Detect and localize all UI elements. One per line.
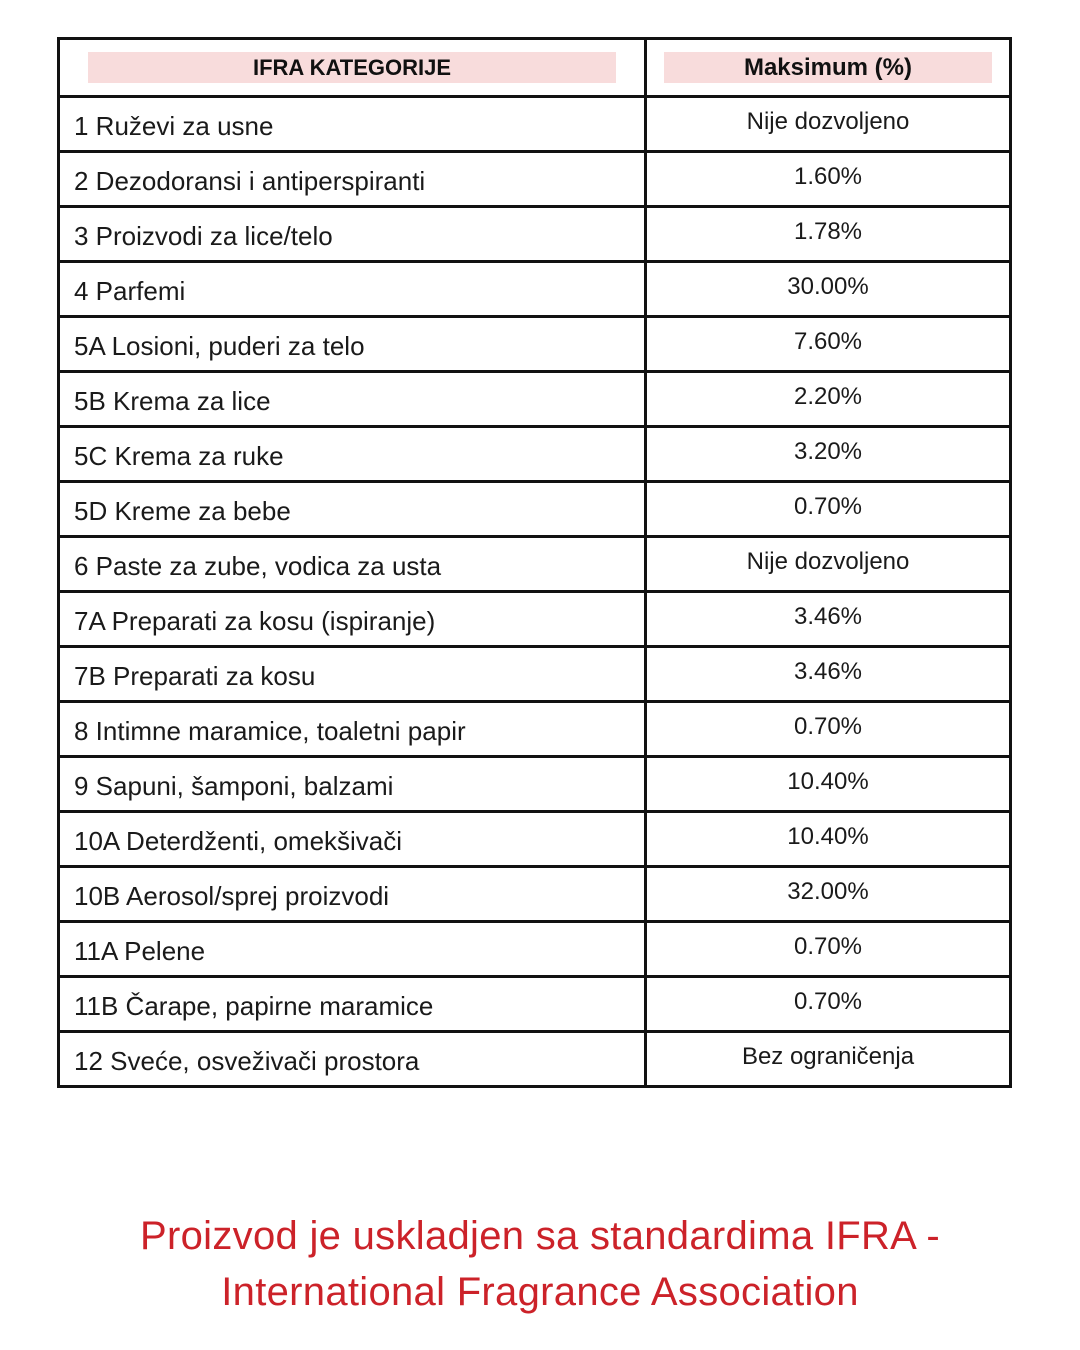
header-maximum-label: Maksimum (%)	[664, 52, 992, 83]
maximum-cell: 3.46%	[646, 592, 1011, 647]
header-cell-category	[59, 39, 646, 97]
table-row	[59, 97, 1011, 152]
table-row	[59, 867, 1011, 922]
table-row	[59, 1032, 1011, 1087]
category-cell: 1 Ruževi za usne	[59, 97, 646, 152]
category-cell: 4 Parfemi	[59, 262, 646, 317]
maximum-cell: 10.40%	[646, 812, 1011, 867]
maximum-cell: 0.70%	[646, 922, 1011, 977]
table-row	[59, 372, 1011, 427]
header-cell-maximum	[646, 39, 1011, 97]
maximum-cell: Bez ograničenja	[646, 1032, 1011, 1087]
category-cell: 3 Proizvodi za lice/telo	[59, 207, 646, 262]
category-cell: 10B Aerosol/sprej proizvodi	[59, 867, 646, 922]
maximum-cell: 0.70%	[646, 977, 1011, 1032]
table-row	[59, 262, 1011, 317]
maximum-cell: Nije dozvoljeno	[646, 97, 1011, 152]
maximum-cell: 10.40%	[646, 757, 1011, 812]
maximum-cell: 7.60%	[646, 317, 1011, 372]
table-row	[59, 977, 1011, 1032]
category-cell: 7B Preparati za kosu	[59, 647, 646, 702]
compliance-note-line-1: Proizvod je uskladjen sa standardima IFRA -	[140, 1214, 940, 1258]
maximum-cell: 1.78%	[646, 207, 1011, 262]
maximum-cell: 32.00%	[646, 867, 1011, 922]
table-row	[59, 152, 1011, 207]
table-row	[59, 207, 1011, 262]
compliance-note	[0, 1208, 1080, 1320]
table-header-row	[59, 39, 1011, 97]
category-cell: 11A Pelene	[59, 922, 646, 977]
category-cell: 5D Kreme za bebe	[59, 482, 646, 537]
category-cell: 8 Intimne maramice, toaletni papir	[59, 702, 646, 757]
maximum-cell: Nije dozvoljeno	[646, 537, 1011, 592]
table-row	[59, 317, 1011, 372]
category-cell: 7A Preparati za kosu (ispiranje)	[59, 592, 646, 647]
maximum-cell: 0.70%	[646, 482, 1011, 537]
maximum-cell: 0.70%	[646, 702, 1011, 757]
ifra-table	[57, 37, 1012, 1088]
maximum-cell: 2.20%	[646, 372, 1011, 427]
header-category-label: IFRA KATEGORIJE	[88, 52, 616, 83]
table-row	[59, 757, 1011, 812]
category-cell: 11B Čarape, papirne maramice	[59, 977, 646, 1032]
maximum-cell: 3.20%	[646, 427, 1011, 482]
table-row	[59, 427, 1011, 482]
table-row	[59, 922, 1011, 977]
category-cell: 5C Krema za ruke	[59, 427, 646, 482]
category-cell: 12 Sveće, osveživači prostora	[59, 1032, 646, 1087]
category-cell: 6 Paste za zube, vodica za usta	[59, 537, 646, 592]
maximum-cell: 3.46%	[646, 647, 1011, 702]
compliance-note-line-2: International Fragrance Association	[221, 1270, 859, 1314]
category-cell: 10A Deterdženti, omekšivači	[59, 812, 646, 867]
category-cell: 9 Sapuni, šamponi, balzami	[59, 757, 646, 812]
category-cell: 2 Dezodoransi i antiperspiranti	[59, 152, 646, 207]
category-cell: 5A Losioni, puderi za telo	[59, 317, 646, 372]
table-row	[59, 537, 1011, 592]
category-cell: 5B Krema za lice	[59, 372, 646, 427]
table-row	[59, 592, 1011, 647]
maximum-cell: 30.00%	[646, 262, 1011, 317]
table-row	[59, 647, 1011, 702]
table-body	[59, 97, 1011, 1087]
maximum-cell: 1.60%	[646, 152, 1011, 207]
table-row	[59, 812, 1011, 867]
table-row	[59, 702, 1011, 757]
table-row	[59, 482, 1011, 537]
ifra-table-container	[57, 37, 1009, 1088]
